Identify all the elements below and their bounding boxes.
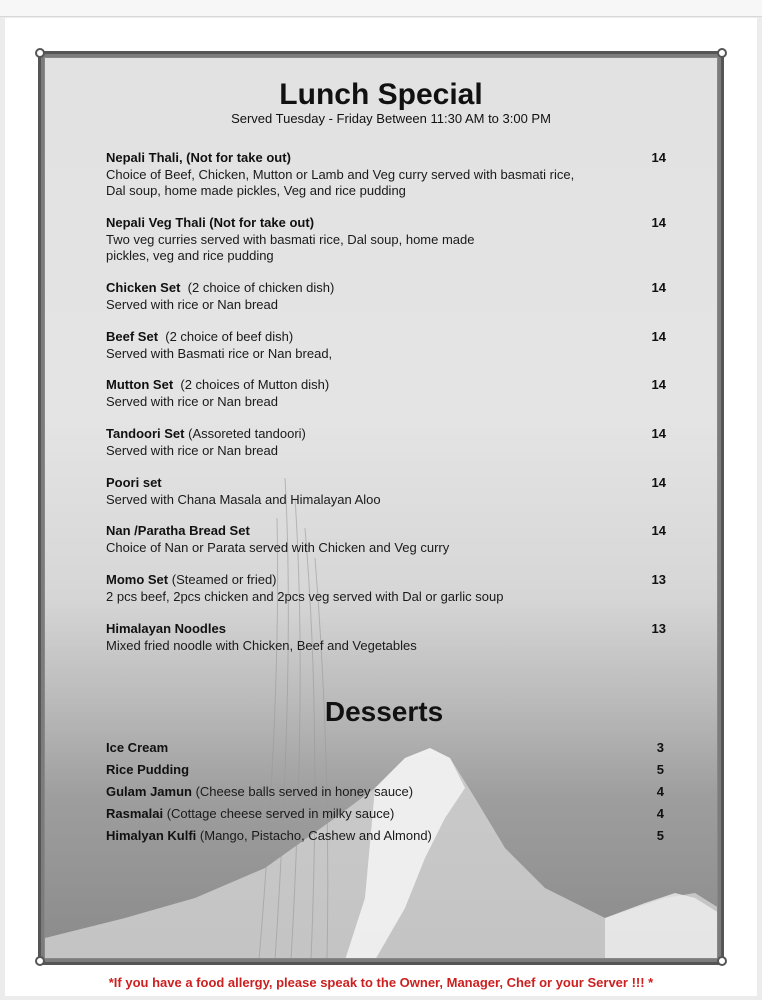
menu-item <box>106 475 666 508</box>
item-name: Beef Set <box>106 329 159 344</box>
menu-item <box>106 621 666 654</box>
dessert-item <box>106 761 664 778</box>
dessert-item <box>106 783 664 800</box>
item-name: Poori set <box>106 475 162 490</box>
item-note: (2 choice of beef dish) <box>165 329 294 344</box>
item-price: 13 <box>651 621 666 636</box>
dessert-name: Gulam Jamun <box>106 784 192 799</box>
dessert-price: 5 <box>656 762 664 777</box>
item-note: (2 choices of Mutton dish) <box>180 377 330 392</box>
item-name: Mutton Set <box>106 377 174 392</box>
item-description: Served with Chana Masala and Himalayan Aloo <box>106 491 381 507</box>
item-description: Choice of Beef, Chicken, Mutton or Lamb and Veg curry served with basmati rice, <box>106 166 575 182</box>
item-note: (Steamed or fried) <box>171 572 277 587</box>
item-description: 2 pcs beef, 2pcs chicken and 2pcs veg served with Dal or garlic soup <box>106 588 504 604</box>
dessert-note: (Mango, Pistacho, Cashew and Almond) <box>199 828 432 843</box>
dessert-item <box>106 739 664 756</box>
item-price: 14 <box>651 377 666 392</box>
item-description: Dal soup, home made pickles, Veg and rice pudding <box>106 183 406 198</box>
page-subtitle: Served Tuesday - Friday Between 11:30 AM to 3:00 PM <box>231 111 551 126</box>
item-description: Served with Basmati rice or Nan bread, <box>106 345 333 361</box>
dessert-price: 4 <box>656 784 664 799</box>
dessert-price: 5 <box>656 828 664 843</box>
frame-corner-top-right <box>717 48 727 58</box>
item-name: Nepali Thali, (Not for take out) <box>106 150 291 165</box>
item-description: Served with rice or Nan bread <box>106 393 278 409</box>
menu-item <box>106 523 666 556</box>
item-description: Mixed fried noodle with Chicken, Beef and Vegetables <box>106 637 417 653</box>
item-note: (Assoreted tandoori) <box>188 426 306 441</box>
dessert-name: Himalyan Kulfi <box>106 828 197 843</box>
item-price: 14 <box>651 215 666 230</box>
frame-corner-bottom-right <box>717 956 727 966</box>
dessert-note: (Cheese balls served in honey sauce) <box>195 784 414 799</box>
item-name: Nepali Veg Thali (Not for take out) <box>106 215 315 230</box>
item-price: 14 <box>651 475 666 490</box>
item-description: Two veg curries served with basmati rice, Dal soup, home made <box>106 231 475 247</box>
top-strip <box>0 0 762 17</box>
menu-item <box>106 280 666 313</box>
item-description: pickles, veg and rice pudding <box>106 248 274 263</box>
item-description: Choice of Nan or Parata served with Chicken and Veg curry <box>106 539 450 555</box>
menu-item <box>106 329 666 362</box>
item-price: 14 <box>651 426 666 441</box>
dessert-name: Ice Cream <box>106 740 169 755</box>
frame-corner-bottom-left <box>35 956 45 966</box>
menu-item <box>106 215 666 265</box>
item-price: 13 <box>651 572 666 587</box>
item-note: (2 choice of chicken dish) <box>187 280 335 295</box>
item-name: Tandoori Set <box>106 426 185 441</box>
menu-item <box>106 572 666 605</box>
dessert-note: (Cottage cheese served in milky sauce) <box>166 806 395 821</box>
dessert-price: 3 <box>656 740 664 755</box>
menu-item <box>106 377 666 410</box>
item-name: Chicken Set <box>106 280 181 295</box>
item-price: 14 <box>651 150 666 165</box>
frame-corner-top-left <box>35 48 45 58</box>
allergy-notice: *If you have a food allergy, please speak to the Owner, Manager, Chef or your Server !!! * <box>108 975 654 990</box>
item-price: 14 <box>651 329 666 344</box>
menu-item <box>106 150 666 200</box>
item-price: 14 <box>651 280 666 295</box>
item-name: Himalayan Noodles <box>106 621 226 636</box>
dessert-item <box>106 805 664 822</box>
item-name: Momo Set <box>106 572 169 587</box>
dessert-price: 4 <box>656 806 664 821</box>
page-title: Lunch Special <box>279 78 483 111</box>
item-name: Nan /Paratha Bread Set <box>106 523 250 538</box>
item-description: Served with rice or Nan bread <box>106 442 278 458</box>
menu-item <box>106 426 666 459</box>
dessert-item <box>106 827 664 844</box>
dessert-name: Rice Pudding <box>106 762 190 777</box>
item-description: Served with rice or Nan bread <box>106 296 278 312</box>
item-price: 14 <box>651 523 666 538</box>
dessert-name: Rasmalai <box>106 806 164 821</box>
desserts-title: Desserts <box>324 696 444 727</box>
